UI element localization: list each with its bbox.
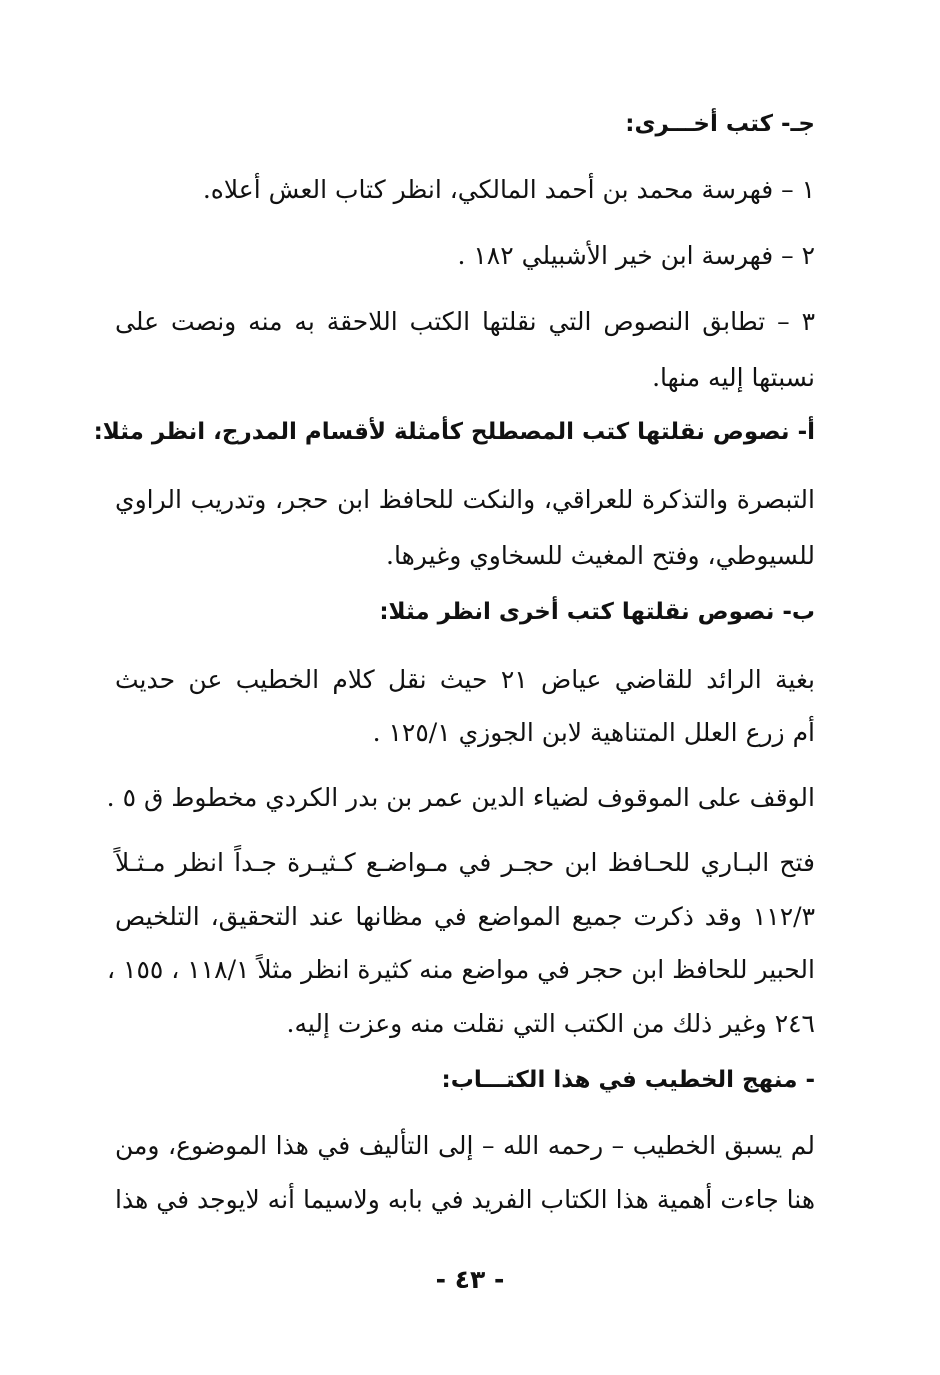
paragraph-d-line-4: ٢٤٦ وغير ذلك من الكتب التي نقلت منه وعزت إليه. (286, 1009, 815, 1038)
page-number: - ٤٣ - (435, 1265, 505, 1294)
paragraph-b-line-2: أم زرع العلل المتناهية لابن الجوزي ١٢٥/١ . (372, 718, 815, 747)
paragraph-a-line-1: التبصرة والتذكرة للعراقي، والنكت للحافظ ابن حجر، وتدريب الراوي (115, 485, 815, 514)
list-item-3-line-2: نسبتها إليه منها. (652, 363, 815, 392)
list-item-2: ٢ – فهرسة ابن خير الأشبيلي ١٨٢ . (457, 241, 815, 270)
paragraph-b-line-1: بغية الرائد للقاضي عياض ٢١ حيث نقل كلام الخطيب عن حديث (115, 665, 815, 694)
paragraph-d-line-1: فتح البـاري للحـافظ ابن حجـر في مـواضـع كـثيـرة جـداً انظر مـثـلاً (115, 848, 815, 877)
paragraph-e-line-1: لم يسبق الخطيب – رحمه الله – إلى التأليف في هذا الموضوع، ومن (115, 1131, 815, 1160)
paragraph-e-line-2: هنا جاءت أهمية هذا الكتاب الفريد في بابه ولاسيما أنه لايوجد في هذا (115, 1185, 815, 1214)
paragraph-d-line-3: الحبير للحافظ ابن حجر في مواضع منه كثيرة انظر مثلاً ١١٨/١ ، ١٥٥ ، (107, 955, 815, 984)
paragraph-d-line-2: ١١٢/٣ وقد ذكرت جميع المواضع في مظانها عند التحقيق، التلخيص (115, 902, 815, 931)
list-item-1: ١ – فهرسة محمد بن أحمد المالكي، انظر كتاب العش أعلاه. (202, 175, 815, 204)
section-heading-other-books: جـ- كتب أخـــرى: (625, 111, 815, 137)
subheading-b: ب- نصوص نقلتها كتب أخرى انظر مثلا: (379, 599, 815, 625)
list-item-3-line-1: ٣ – تطابق النصوص التي نقلتها الكتب اللاحقة به منه ونصت على (115, 307, 815, 336)
paragraph-a-line-2: للسيوطي، وفتح المغيث للسخاوي وغيرها. (386, 541, 815, 570)
section-heading-method: - منهج الخطيب في هذا الكتـــاب: (441, 1067, 815, 1093)
paragraph-c-line-1: الوقف على الموقوف لضياء الدين عمر بن بدر الكردي مخطوط ق ٥ . (106, 783, 815, 812)
subheading-a: أ- نصوص نقلتها كتب المصطلح كأمثلة لأقسام المدرج، انظر مثلا: (93, 419, 815, 445)
